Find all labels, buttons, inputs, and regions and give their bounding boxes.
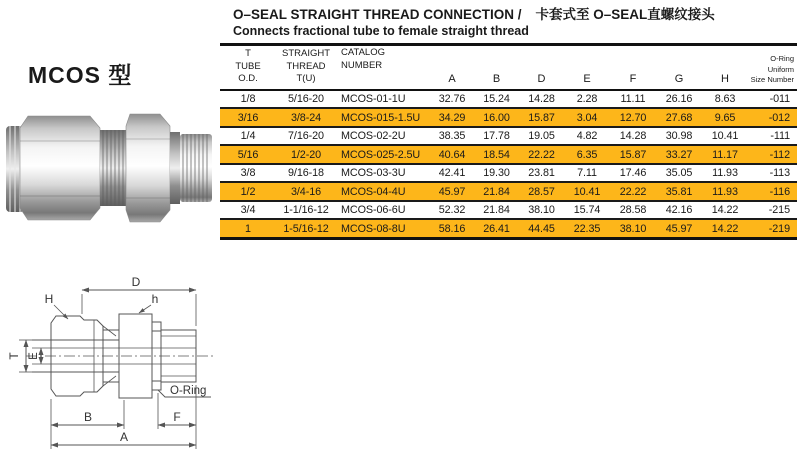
cell-B: 17.78 [474, 127, 519, 146]
dimension-drawing [6, 268, 244, 452]
spec-section [220, 6, 798, 240]
cell-E: 4.82 [564, 127, 610, 146]
cell-tube: 1 [220, 219, 276, 238]
table-row [220, 201, 797, 220]
cell-oring: -012 [748, 108, 797, 127]
cell-H: 10.41 [702, 127, 748, 146]
col-header-h: H [702, 45, 748, 90]
cell-F: 14.28 [610, 127, 656, 146]
cell-thread: 1/2-20 [276, 145, 336, 164]
cell-F: 38.10 [610, 219, 656, 238]
cell-H: 14.22 [702, 201, 748, 220]
cell-H: 11.93 [702, 164, 748, 183]
cell-F: 28.58 [610, 201, 656, 220]
cell-E: 22.35 [564, 219, 610, 238]
table-row [220, 145, 797, 164]
cell-G: 35.81 [656, 182, 702, 201]
cell-G: 33.27 [656, 145, 702, 164]
cell-H: 14.22 [702, 219, 748, 238]
cell-tube: 5/16 [220, 145, 276, 164]
dim-label-nut-h: H [44, 292, 54, 306]
col-header-d: D [519, 45, 564, 90]
cell-E: 6.35 [564, 145, 610, 164]
cell-E: 2.28 [576, 93, 598, 105]
title-chinese: 卡套式至 O–SEAL直螺纹接头 [535, 7, 715, 22]
cell-H: 8.63 [714, 93, 736, 105]
dim-label-f: F [173, 410, 181, 424]
cell-B: 18.54 [474, 145, 519, 164]
oring-label: O-Ring [170, 385, 207, 397]
table-header-row [220, 45, 797, 90]
cell-thread: 7/16-20 [276, 127, 336, 146]
cell-A: 58.16 [430, 219, 474, 238]
model-label: MCOS 型 [28, 62, 133, 88]
cell-thread: 3/4-16 [276, 182, 336, 201]
cell-oring: -111 [748, 127, 797, 146]
cell-H: 11.93 [702, 182, 748, 201]
cell-catalog: MCOS-06-6U [336, 201, 430, 220]
spec-table-body [220, 90, 797, 239]
cell-thread: 9/16-18 [276, 164, 336, 183]
cell-tube: 3/16 [220, 108, 276, 127]
cell-B: 26.41 [474, 219, 519, 238]
cell-E: 10.41 [564, 182, 610, 201]
cell-catalog: MCOS-08-8U [336, 219, 430, 238]
cell-B: 15.24 [483, 93, 510, 105]
cell-A: 38.35 [430, 127, 474, 146]
dim-label-hex-h: h [151, 292, 159, 306]
cell-catalog: MCOS-04-4U [336, 182, 430, 201]
dim-label-a: A [119, 430, 129, 444]
cell-oring: -219 [748, 219, 797, 238]
cell-D: 38.10 [519, 201, 564, 220]
col-header-catalog-number: CATALOG NUMBER [336, 45, 430, 90]
cell-thread: 1-1/16-12 [276, 201, 336, 220]
table-row [220, 127, 797, 146]
cell-oring: -112 [748, 145, 797, 164]
cell-H: 11.17 [702, 145, 748, 164]
cell-F: 15.87 [610, 145, 656, 164]
photo-nut-hex [20, 116, 100, 220]
photo-collar [170, 132, 180, 204]
cell-B: 16.00 [474, 108, 519, 127]
cell-D: 19.05 [519, 127, 564, 146]
cell-F: 11.11 [620, 93, 646, 105]
photo-mid-threads [100, 130, 126, 206]
dim-label-b: B [83, 410, 93, 424]
dim-label-e: E [28, 352, 40, 360]
fitting-photo [4, 108, 214, 226]
dim-label-t: T [7, 352, 21, 360]
col-header-g: G [656, 45, 702, 90]
cell-thread: 3/8-24 [276, 108, 336, 127]
cell-F: 17.46 [610, 164, 656, 183]
page-title [220, 6, 798, 23]
cell-B: 21.84 [474, 182, 519, 201]
cell-thread: 1-5/16-12 [276, 219, 336, 238]
cell-H: 9.65 [702, 108, 748, 127]
cell-oring: -215 [748, 201, 797, 220]
table-row [220, 164, 797, 183]
cell-tube: 1/2 [220, 182, 276, 201]
cell-catalog: MCOS-025-2.5U [336, 145, 430, 164]
col-header-e: E [564, 45, 610, 90]
cell-G: 27.68 [656, 108, 702, 127]
table-row [220, 219, 797, 238]
cell-E: 3.04 [564, 108, 610, 127]
cell-D: 23.81 [519, 164, 564, 183]
cell-D: 28.57 [519, 182, 564, 201]
cell-oring: -113 [748, 164, 797, 183]
cell-E: 7.11 [564, 164, 610, 183]
cell-G: 26.16 [665, 93, 693, 105]
cell-A: 40.64 [430, 145, 474, 164]
photo-center-hex [126, 114, 170, 222]
table-row [220, 108, 797, 127]
cell-B: 21.84 [474, 201, 519, 220]
col-header-oring-size: O-Ring Uniform Size Number [748, 45, 797, 90]
cell-F: 12.70 [610, 108, 656, 127]
cell-catalog: MCOS-03-3U [336, 164, 430, 183]
cell-tube: 1/4 [220, 127, 276, 146]
cell-thread: 5/16-20 [288, 93, 324, 105]
col-header-b: B [474, 45, 519, 90]
page-subtitle: Connects fractional tube to female straight thread [233, 24, 529, 38]
col-header-tube-od: T TUBE O.D. [220, 45, 276, 90]
spec-table [220, 43, 797, 240]
cell-oring: -116 [748, 182, 797, 201]
cell-E: 15.74 [564, 201, 610, 220]
cell-A: 45.97 [430, 182, 474, 201]
dim-label-d: D [131, 275, 141, 289]
cell-A: 52.32 [430, 201, 474, 220]
cell-D: 15.87 [519, 108, 564, 127]
cell-F: 22.22 [610, 182, 656, 201]
cell-oring: -011 [769, 93, 790, 105]
cell-catalog: MCOS-02-2U [336, 127, 430, 146]
col-header-straight-thread: STRAIGHT THREAD T(U) [276, 45, 336, 90]
cell-D: 44.45 [519, 219, 564, 238]
cell-G: 35.05 [656, 164, 702, 183]
cell-tube: 3/8 [220, 164, 276, 183]
cell-B: 19.30 [474, 164, 519, 183]
table-row [220, 90, 797, 109]
cell-catalog: MCOS-015-1.5U [336, 108, 430, 127]
cell-D: 22.22 [519, 145, 564, 164]
cell-G: 45.97 [656, 219, 702, 238]
title-english: O–SEAL STRAIGHT THREAD CONNECTION / [233, 7, 522, 22]
cell-tube: 3/4 [220, 201, 276, 220]
cell-G: 30.98 [656, 127, 702, 146]
col-header-f: F [610, 45, 656, 90]
cell-A: 34.29 [430, 108, 474, 127]
cell-A: 32.76 [438, 93, 466, 105]
cell-catalog: MCOS-01-1U [341, 93, 406, 105]
cell-tube: 1/8 [240, 93, 256, 105]
table-row [220, 182, 797, 201]
col-header-a: A [430, 45, 474, 90]
cell-G: 42.16 [656, 201, 702, 220]
cell-D: 14.28 [528, 93, 555, 105]
cell-A: 42.41 [430, 164, 474, 183]
